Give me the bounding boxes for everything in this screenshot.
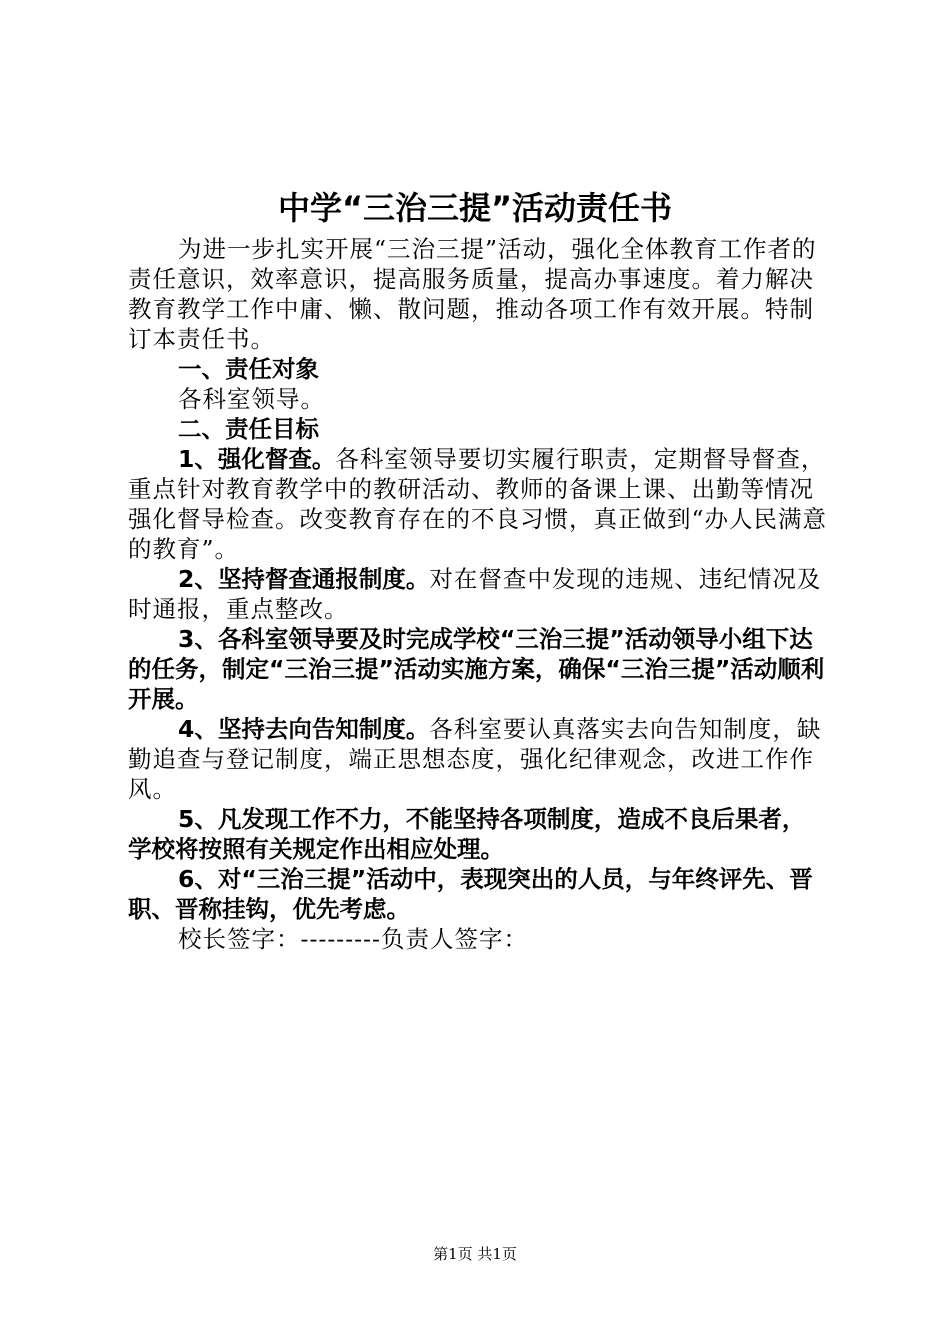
goal-item-2-text: 对在督查中发现的违规、违纪情况及时通报，重点整改。	[128, 565, 822, 623]
goal-item-6: 6、对“三治三提”活动中，表现突出的人员，与年终评先、晋职、晋称挂钩，优先考虑。	[128, 865, 813, 923]
signature-line: 校长签字：---------负责人签字：	[178, 925, 528, 953]
document-body	[128, 234, 828, 954]
goal-item-3: 3、各科室领导要及时完成学校“三治三提”活动领导小组下达的任务，制定“三治三提”活动实施方案，确保“三治三提”活动顺利开展。	[128, 625, 825, 713]
goal-item-4-lead: 4、坚持去向告知制度。	[178, 715, 430, 743]
responsible-party-text: 各科室领导。	[178, 385, 325, 413]
goal-item-1-lead: 1、强化督查。	[178, 445, 336, 473]
goal-item-1-text: 各科室领导要切实履行职责，定期督导督查，重点针对教育教学中的教研活动、教师的备课上课、出勤等情况强化督导检查。改变教育存在的不良习惯，真正做到“办人民满意的教育”。	[128, 445, 828, 563]
goal-item-4	[128, 714, 828, 804]
section-heading-goals: 二、责任目标	[178, 415, 319, 443]
goal-item-2	[128, 564, 828, 624]
page-footer: 第1页 共1页	[433, 1245, 517, 1263]
goal-item-1	[128, 444, 828, 564]
intro-paragraph: 为进一步扎实开展“三治三提”活动，强化全体教育工作者的责任意识，效率意识，提高服务质量，提高办事速度。着力解决教育教学工作中庸、懒、散问题，推动各项工作有效开展。特制订本责任书。	[128, 235, 817, 353]
section-heading-responsible-party: 一、责任对象	[178, 355, 319, 383]
document-title: 中学“三治三提”活动责任书	[277, 189, 673, 227]
goal-item-4-text: 各科室要认真落实去向告知制度，缺勤追查与登记制度，端正思想态度，强化纪律观念，改进工作作风。	[128, 715, 822, 803]
goal-item-2-lead: 2、坚持督查通报制度。	[178, 565, 430, 593]
goal-item-5: 5、凡发现工作不力，不能坚持各项制度，造成不良后果者，学校将按照有关规定作出相应处理。	[128, 805, 806, 863]
